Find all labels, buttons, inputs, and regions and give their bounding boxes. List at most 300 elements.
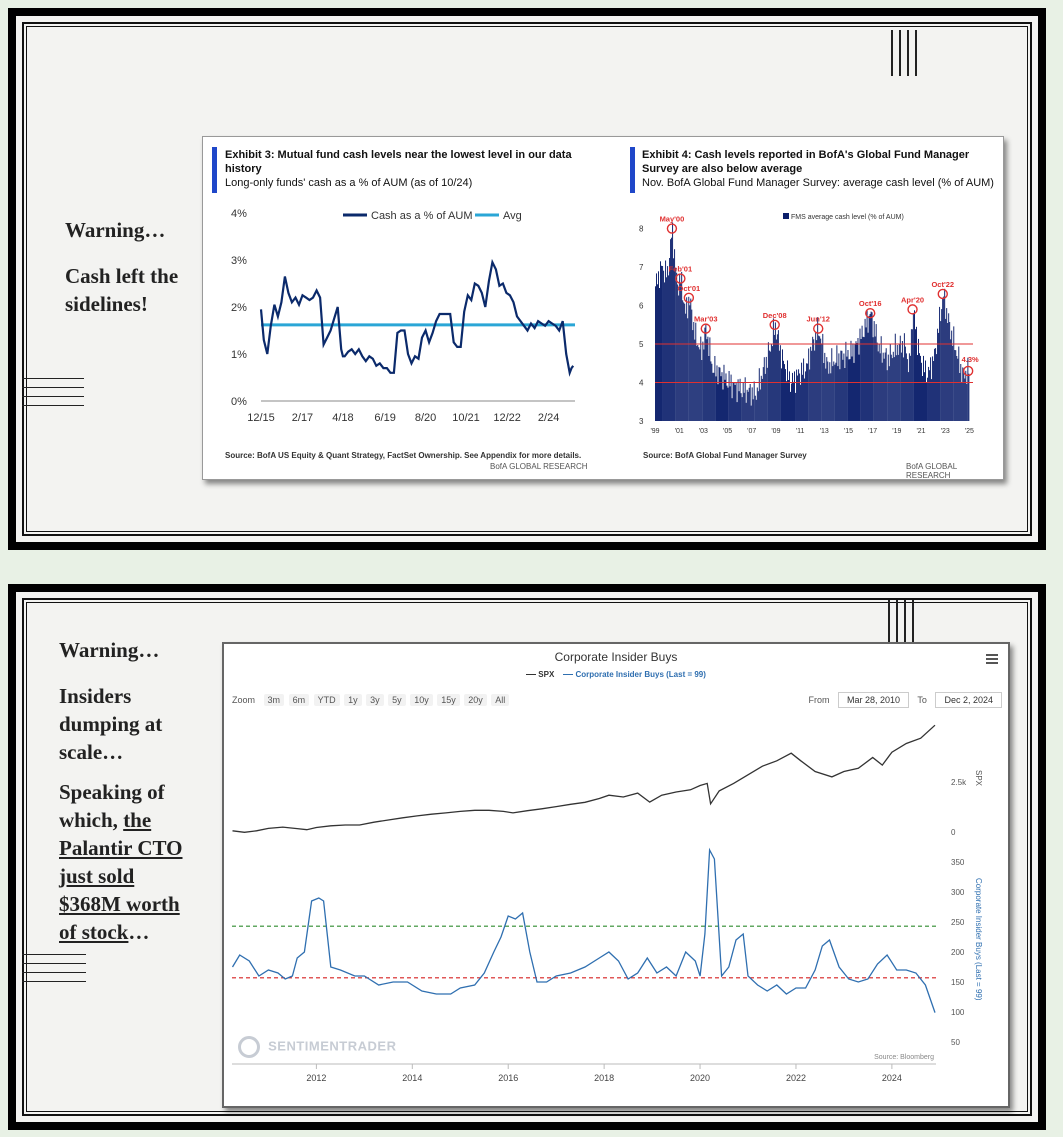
exhibit4-footer: BofA GLOBAL RESEARCH — [906, 462, 957, 480]
fms-bar — [848, 350, 849, 421]
annotation-circle — [676, 274, 685, 283]
fms-bar — [683, 302, 684, 421]
fms-bar — [739, 391, 740, 421]
fms-bar — [701, 360, 702, 421]
fms-bar — [706, 339, 707, 421]
fms-bar — [845, 342, 846, 421]
message-line-2: sidelines! — [65, 292, 148, 316]
legend-label-cash: Cash as a % of AUM — [371, 210, 473, 222]
fms-bar — [849, 359, 850, 421]
fms-bar — [746, 403, 747, 421]
exhibit3-chart — [213, 201, 593, 451]
fms-bar — [815, 332, 816, 422]
fms-bar — [674, 249, 675, 421]
fms-bar — [718, 384, 719, 421]
annotation-circle — [770, 320, 779, 329]
link-of-stock[interactable]: of stock — [59, 920, 129, 944]
fms-bar — [807, 364, 808, 421]
fms-bar — [758, 391, 759, 421]
y-tick-label: 1% — [231, 349, 247, 361]
slide-2-text — [59, 636, 219, 964]
legend-swatch — [783, 213, 789, 219]
fms-bar — [745, 377, 746, 421]
fms-bar — [915, 329, 916, 421]
fms-bar — [763, 367, 764, 421]
zoom-5y[interactable]: 5y — [388, 694, 406, 706]
fms-bar — [891, 355, 892, 421]
exhibit3-footer: BofA GLOBAL RESEARCH — [490, 462, 588, 471]
y-tick-label: 3 — [639, 417, 644, 426]
deco-horizontal-lines — [22, 378, 84, 418]
fms-bar — [863, 337, 864, 421]
fms-bar — [737, 402, 738, 421]
x-tick-label: 2/24 — [537, 412, 560, 424]
fms-bar — [656, 273, 657, 421]
fms-bar — [792, 373, 793, 421]
fms-bar — [742, 397, 743, 421]
fms-bar — [775, 322, 776, 421]
link-palantir-cto[interactable]: Palantir CTO — [59, 836, 183, 860]
fms-bar — [743, 383, 744, 421]
zoom-15y[interactable]: 15y — [437, 694, 460, 706]
fms-bar — [724, 365, 725, 421]
fms-bar — [867, 311, 868, 422]
y-tick-label: 7 — [639, 263, 644, 273]
spx-tick-label: 2.5k — [951, 778, 967, 787]
fms-bar — [655, 286, 656, 421]
fms-bar — [738, 379, 739, 421]
zoom-label: Zoom — [232, 695, 256, 705]
fms-bar — [698, 347, 699, 421]
fms-bar — [787, 360, 788, 421]
fms-bar — [791, 384, 792, 422]
fms-bar — [665, 261, 666, 422]
fms-bar — [870, 314, 871, 421]
fms-bar — [918, 339, 919, 421]
from-date-input[interactable]: Mar 28, 2010 — [838, 692, 909, 708]
zoom-bar — [232, 694, 511, 706]
legend-label: FMS average cash level (% of AUM) — [791, 214, 904, 221]
fms-bar — [767, 368, 768, 421]
exhibit3-header — [225, 148, 575, 190]
fms-bar — [751, 406, 752, 421]
fms-bar — [885, 353, 886, 422]
fms-bar — [676, 273, 677, 421]
fms-bar — [904, 333, 905, 421]
fms-bar — [727, 386, 728, 421]
fms-bar — [777, 334, 778, 421]
exhibit4-header — [642, 148, 997, 190]
fms-bar — [868, 333, 869, 421]
annotation-label: Feb'01 — [668, 264, 693, 274]
x-tick-label: '17 — [868, 428, 878, 435]
fms-bar — [827, 362, 828, 422]
fms-bar — [896, 355, 897, 421]
fms-bar — [819, 336, 820, 421]
fms-bar — [857, 343, 858, 421]
fms-bar — [820, 339, 821, 421]
to-label: To — [917, 695, 927, 705]
fms-bar — [952, 346, 953, 421]
insider-axis-label: Corporate Insider Buys (Last = 99) — [974, 878, 983, 1001]
x-tick-label: '09 — [771, 428, 781, 435]
speaking-line-1: Speaking of — [59, 780, 165, 804]
fms-bar — [842, 360, 843, 421]
exhibit3-subtitle: Long-only funds' cash as a % of AUM (as of 10/24) — [225, 177, 473, 189]
fms-bar — [680, 284, 681, 422]
fms-bar — [883, 353, 884, 421]
bofa-exhibits-panel — [202, 136, 1004, 480]
exhibit4-accent-bar — [630, 147, 635, 193]
fms-bar — [916, 327, 917, 421]
watermark-logo-icon — [238, 1036, 260, 1058]
fms-bar — [790, 392, 791, 421]
chart-source: Source: Bloomberg — [874, 1054, 934, 1061]
fms-bar — [938, 333, 939, 421]
fms-bar — [713, 373, 714, 421]
fms-bar — [786, 381, 787, 421]
fms-bar — [861, 339, 862, 421]
fms-bar — [662, 266, 663, 421]
fms-bar — [702, 342, 703, 421]
fms-bar — [789, 371, 790, 421]
annotation-label: Oct'22 — [931, 279, 955, 289]
x-tick-label: 6/19 — [374, 412, 396, 424]
zoom-10y[interactable]: 10y — [410, 694, 433, 706]
fms-bar — [927, 378, 928, 421]
fms-bar — [812, 337, 813, 421]
fms-bar — [776, 340, 777, 422]
fms-bar — [781, 368, 782, 421]
fms-bar — [906, 353, 907, 421]
zoom-6m[interactable]: 6m — [289, 694, 310, 706]
deco-vertical-lines — [891, 30, 921, 76]
fms-bar — [892, 358, 893, 421]
fms-bar — [780, 345, 781, 421]
fms-bar — [731, 375, 732, 421]
fms-bar — [878, 351, 879, 421]
fms-bar — [694, 340, 695, 421]
x-tick-label: 2020 — [690, 1073, 711, 1083]
fms-bar — [729, 371, 730, 421]
fms-bar — [723, 390, 724, 422]
fms-bar — [928, 367, 929, 421]
to-date-input[interactable]: Dec 2, 2024 — [935, 692, 1002, 708]
fms-bar — [850, 359, 851, 421]
fms-bar — [809, 370, 810, 422]
fms-bar — [924, 372, 925, 421]
zoom-20y[interactable]: 20y — [464, 694, 487, 706]
fms-bar — [753, 399, 754, 421]
warning-heading-2: Warning… — [59, 638, 160, 662]
x-tick-label: 2018 — [594, 1073, 615, 1083]
fms-bar — [726, 373, 727, 421]
fms-bar — [854, 363, 855, 421]
fms-bar — [943, 297, 944, 421]
fms-bar — [669, 258, 670, 421]
fms-bar — [666, 277, 667, 421]
fms-bar — [765, 374, 766, 421]
fms-bar — [682, 300, 683, 421]
message-line-1: Cash left the — [65, 264, 179, 288]
fms-bar — [939, 307, 940, 421]
fms-bar — [831, 348, 832, 421]
fms-bar — [948, 313, 949, 421]
fms-bar — [964, 379, 965, 422]
fms-bar — [858, 338, 859, 421]
fms-bar — [668, 275, 669, 421]
zoom-ytd[interactable]: YTD — [314, 694, 340, 706]
y-tick-label: 3% — [231, 255, 247, 267]
fms-bar — [837, 366, 838, 421]
x-tick-label: '19 — [892, 428, 902, 435]
fms-bar — [773, 318, 774, 421]
slide-1-text — [65, 216, 205, 318]
fms-bar — [911, 329, 912, 421]
fms-bar — [912, 329, 913, 421]
fms-bar — [871, 312, 872, 421]
fms-bar — [825, 369, 826, 421]
fms-bar — [830, 373, 831, 421]
fms-bar — [907, 359, 908, 421]
fms-bar — [872, 312, 873, 421]
fms-bar — [793, 382, 794, 421]
fms-bar — [816, 340, 817, 421]
fms-bar — [829, 362, 830, 421]
fms-bar — [960, 364, 961, 421]
link-the[interactable]: the — [123, 808, 152, 832]
fms-bar — [681, 272, 682, 421]
fms-bar — [756, 400, 757, 421]
fms-bar — [691, 310, 692, 421]
exhibit4-chart — [633, 209, 998, 451]
fms-bar — [953, 326, 954, 421]
fms-bar — [856, 341, 857, 421]
fms-bar — [833, 362, 834, 422]
fms-bar — [846, 357, 847, 421]
fms-bar — [784, 364, 785, 421]
fms-bar — [887, 370, 888, 421]
y-tick-label: 4 — [639, 378, 644, 388]
fms-bar — [901, 353, 902, 421]
exhibit3-accent-bar — [212, 147, 217, 193]
fms-bar — [704, 328, 705, 421]
fms-bar — [941, 309, 942, 421]
fms-bar — [932, 356, 933, 421]
x-tick-label: '01 — [674, 428, 684, 435]
fms-bar — [908, 372, 909, 421]
x-tick-label: 2016 — [498, 1073, 519, 1083]
fms-bar — [865, 319, 866, 421]
fms-bar — [874, 321, 875, 421]
y-tick-label: 8 — [639, 224, 644, 234]
fms-bar — [716, 376, 717, 421]
insider-tick-label: 50 — [951, 1038, 960, 1047]
fms-bar — [962, 367, 963, 421]
x-tick-label: '25 — [964, 428, 974, 435]
fms-bar — [740, 379, 741, 421]
fms-bar — [900, 336, 901, 421]
fms-bar — [764, 357, 765, 421]
fms-bar — [725, 380, 726, 421]
slide-2-inner — [16, 592, 1038, 1122]
warning-heading: Warning… — [65, 218, 166, 242]
fms-bar — [961, 382, 962, 421]
fms-bar — [836, 345, 837, 421]
x-tick-label: 4/18 — [332, 412, 354, 424]
spx-axis-label: SPX — [974, 770, 983, 787]
fms-bar — [689, 305, 690, 421]
link-amount[interactable]: $368M worth — [59, 892, 180, 916]
annotation-label: Oct'01 — [677, 283, 701, 293]
fms-bar — [747, 390, 748, 421]
x-tick-label: '03 — [698, 428, 708, 435]
fms-bar — [947, 323, 948, 421]
x-tick-label: 2014 — [402, 1073, 423, 1083]
fms-bar — [779, 351, 780, 421]
fms-bar — [864, 337, 865, 421]
fms-bar — [687, 318, 688, 421]
fms-bar — [677, 285, 678, 422]
x-tick-label: 8/20 — [414, 412, 437, 424]
fms-bar — [886, 348, 887, 421]
fms-bar — [931, 379, 932, 421]
fms-bar — [813, 339, 814, 421]
fms-bar — [936, 354, 937, 421]
fms-bar — [968, 374, 969, 421]
fms-bar — [769, 351, 770, 421]
fms-bar — [785, 369, 786, 421]
x-tick-label: '15 — [843, 428, 854, 435]
fms-bar — [686, 297, 687, 421]
fms-bar — [804, 379, 805, 422]
fms-bar — [808, 349, 809, 422]
insider-tick-label: 250 — [951, 918, 965, 927]
zoom-3m[interactable]: 3m — [264, 694, 285, 706]
fms-bar — [875, 337, 876, 422]
fms-bar — [905, 347, 906, 421]
y-tick-label: 5 — [639, 340, 644, 350]
chart-legend — [224, 670, 1008, 679]
fms-bar — [851, 341, 852, 421]
annotation-circle — [938, 289, 947, 298]
fms-bar — [748, 392, 749, 421]
chart-title: Corporate Insider Buys — [554, 650, 678, 664]
fms-bar — [717, 365, 718, 421]
fms-bar — [860, 329, 861, 421]
slide-1 — [8, 8, 1046, 550]
fms-bar — [838, 353, 839, 421]
fms-bar — [917, 355, 918, 421]
x-tick-label: 2024 — [881, 1073, 902, 1083]
fms-bar — [958, 347, 959, 422]
zoom-all[interactable]: All — [491, 694, 509, 706]
fms-bar — [942, 298, 943, 421]
fms-bar — [966, 384, 967, 421]
x-tick-label: 2/17 — [291, 412, 314, 424]
annotation-label: Jun'12 — [806, 314, 830, 324]
fms-bar — [757, 388, 758, 422]
fms-bar — [930, 357, 931, 421]
legend-spx[interactable]: SPX — [538, 670, 555, 679]
fms-bar — [955, 350, 956, 421]
fms-bar — [688, 297, 689, 421]
fms-bar — [720, 368, 721, 421]
insider-tick-label: 300 — [951, 888, 965, 897]
fms-bar — [869, 316, 870, 421]
fms-bar — [734, 383, 735, 421]
exhibit3-title: Exhibit 3: Mutual fund cash levels near the lowest level in our data history — [225, 149, 572, 175]
sentimentrader-watermark — [238, 1036, 396, 1058]
fms-bar — [657, 284, 658, 421]
fms-bar — [898, 355, 899, 421]
fms-bar — [762, 379, 763, 421]
legend-insider-buys[interactable]: Corporate Insider Buys (Last = 99) — [575, 670, 706, 679]
fms-bar — [920, 356, 921, 421]
fms-bar — [919, 353, 920, 421]
fms-bar — [707, 337, 708, 421]
insiders-line-1: Insiders — [59, 684, 132, 708]
link-just-sold[interactable]: just sold — [59, 864, 135, 888]
insider-buys-panel — [222, 642, 1010, 1108]
fms-bar — [859, 355, 860, 421]
zoom-3y[interactable]: 3y — [366, 694, 384, 706]
fms-bar — [909, 353, 910, 421]
x-tick-label: '11 — [795, 428, 805, 435]
slide-1-inner — [16, 16, 1038, 542]
fms-bar — [884, 359, 885, 421]
insiders-line-3: scale… — [59, 740, 124, 764]
fms-bar — [844, 368, 845, 421]
fms-bar — [752, 387, 753, 421]
x-tick-label: 2012 — [306, 1073, 327, 1083]
fms-bar — [678, 296, 679, 422]
date-range — [809, 692, 1002, 708]
fms-bar — [754, 382, 755, 422]
fms-bar — [783, 361, 784, 421]
fms-bar — [945, 319, 946, 421]
fms-bar — [696, 346, 697, 421]
fms-bar — [862, 326, 863, 421]
fms-bar — [736, 382, 737, 421]
annotation-label: Apr'20 — [901, 295, 925, 305]
x-tick-label: '23 — [940, 428, 950, 435]
fms-bar — [760, 390, 761, 422]
fms-bar — [841, 351, 842, 421]
deco-vertical-lines-2 — [888, 600, 918, 646]
fms-bar — [965, 371, 966, 421]
insider-tick-label: 200 — [951, 948, 965, 957]
fms-bar — [934, 349, 935, 421]
y-tick-label: 2% — [231, 302, 247, 314]
watermark-text: SENTIMENTRADER — [268, 1038, 397, 1054]
hamburger-menu-icon[interactable] — [986, 654, 998, 664]
fms-bar — [921, 363, 922, 421]
fms-bar — [946, 308, 947, 421]
speaking-line-2: which, — [59, 808, 124, 832]
fms-bar — [730, 386, 731, 421]
fms-bar — [822, 334, 823, 421]
fms-bar — [959, 373, 960, 421]
fms-bar — [672, 223, 673, 422]
fms-bar — [690, 299, 691, 421]
zoom-1y[interactable]: 1y — [344, 694, 362, 706]
annotation-label: Mar'03 — [694, 314, 718, 324]
fms-bar — [703, 350, 704, 422]
fms-bar — [843, 354, 844, 422]
fms-bar — [735, 385, 736, 421]
fms-bar — [832, 366, 833, 421]
